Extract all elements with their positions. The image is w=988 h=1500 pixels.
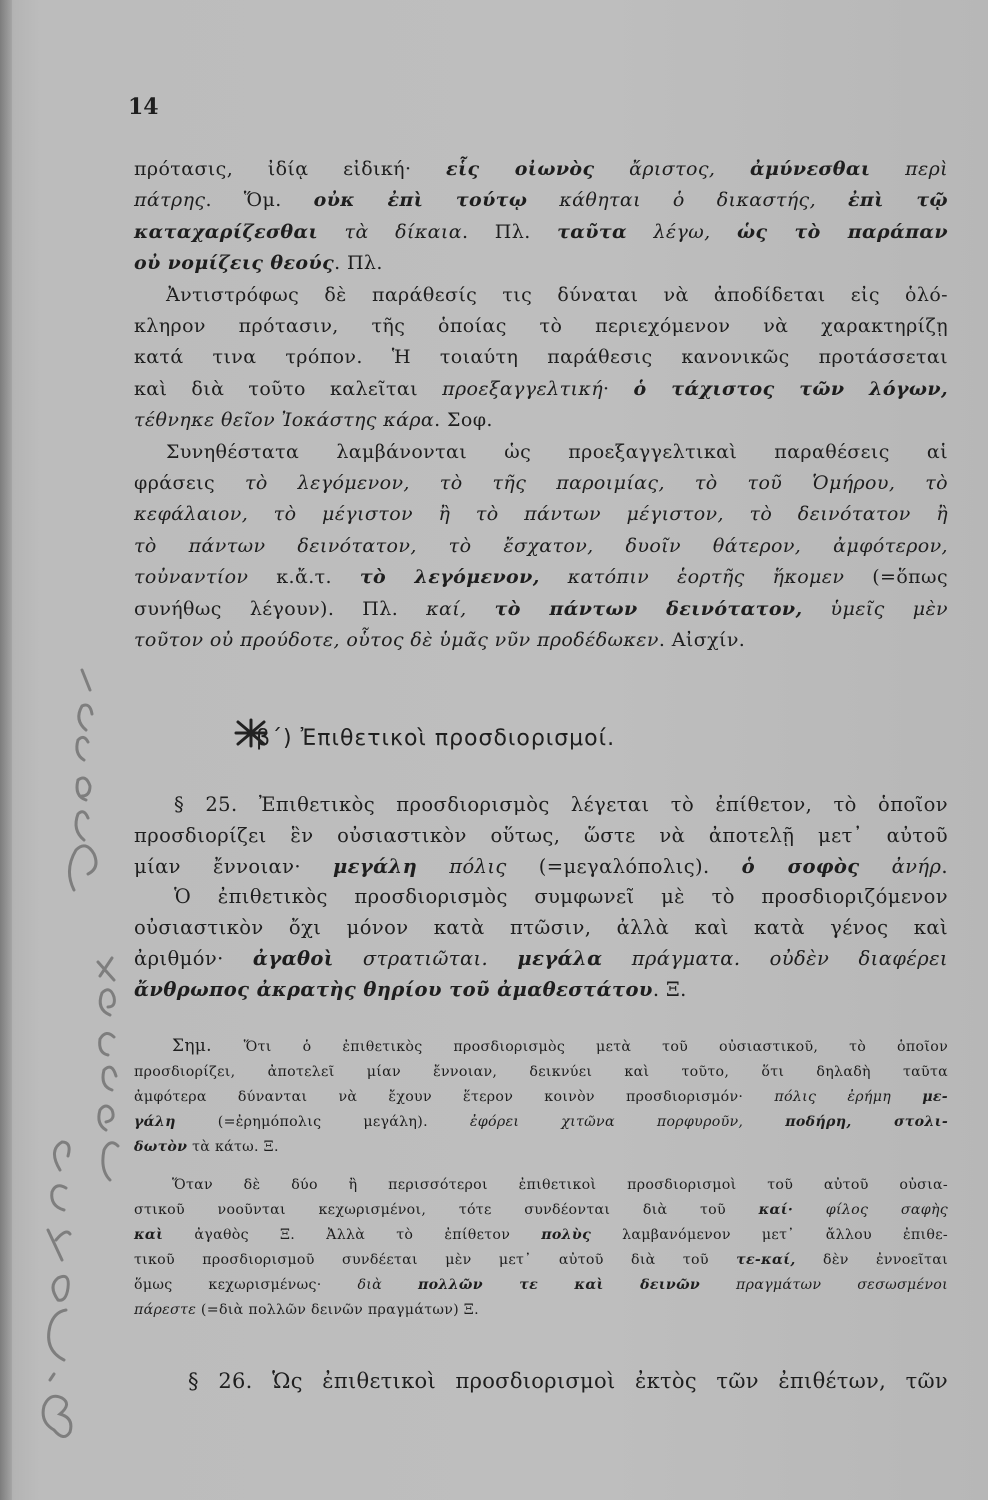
text-run: Σημ. xyxy=(172,1036,244,1056)
star-stamp-icon xyxy=(234,718,268,748)
text-line xyxy=(134,468,948,499)
text-run: μεγάλη xyxy=(332,854,418,878)
text-run: ὁ τάχιστος τῶν λόγων, xyxy=(633,377,948,400)
text-run: τὰ δίκαια xyxy=(318,220,462,243)
text-run: ὑμεῖς μὲν xyxy=(802,597,949,620)
text-line xyxy=(134,217,948,248)
note-1 xyxy=(134,1034,948,1160)
text-line xyxy=(134,594,948,625)
text-run: ὁ σοφὸς xyxy=(741,854,860,878)
main-text xyxy=(134,154,948,657)
text-line xyxy=(134,1298,948,1323)
text-line xyxy=(134,248,948,279)
text-run: πράγματα. οὐδὲν διαφέρει xyxy=(602,946,948,970)
text-run: . Σοφ. xyxy=(434,409,493,432)
text-line xyxy=(134,625,948,656)
text-run: προσδιορίζει ἓν οὐσιαστικὸν οὕτως, ὥστε νὰ ἀποτελῇ μετ᾽ αὐτοῦ xyxy=(134,823,948,847)
text-run: Ἰοκάστης κάρα xyxy=(275,409,435,432)
text-run: περὶ xyxy=(870,158,949,180)
text-run: καταχαρίζεσθαι xyxy=(134,220,319,243)
text-run: εἷς οἰωνὸς xyxy=(446,158,595,180)
text-run: προεξαγγελτική xyxy=(442,377,604,400)
text-line xyxy=(134,1173,948,1198)
text-line xyxy=(134,882,948,913)
text-run: . Πλ. xyxy=(461,220,558,243)
text-line xyxy=(134,374,948,405)
text-line xyxy=(134,790,948,821)
text-line xyxy=(134,1198,948,1223)
text-run: πάτρης xyxy=(134,189,206,212)
text-run: πόλις ἐρήμη xyxy=(774,1089,923,1105)
text-line xyxy=(134,437,948,468)
text-run: πολλῶν τε καὶ δεινῶν xyxy=(417,1277,701,1293)
page-number: 14 xyxy=(128,94,159,120)
text-line xyxy=(134,1366,948,1397)
text-run: κ.ἄ.τ. xyxy=(248,566,360,589)
text-run: ἄνθρωπος ἀκρατὴς θηρίου τοῦ ἀμαθεστάτου xyxy=(134,977,653,1001)
text-run: ἐπὶ τῷ xyxy=(847,189,948,212)
text-run: προσδιορίζει, ἀποτελεῖ μίαν ἔννοιαν, δεικνύει καὶ τοῦτο, ὅτι δηλαδὴ ταῦτα xyxy=(134,1064,948,1080)
section-26 xyxy=(134,1366,948,1397)
text-run: πάρεστε xyxy=(134,1302,197,1318)
text-run: καὶ xyxy=(134,1227,164,1243)
text-run: . Ὅμ. xyxy=(205,189,314,212)
text-run: (=διὰ πολλῶν δεινῶν πραγμάτων) Ξ. xyxy=(196,1302,479,1318)
text-run: ἀριθμόν· xyxy=(134,946,253,970)
text-run: τὸ λεγόμενον, xyxy=(359,566,540,589)
text-line xyxy=(134,852,948,883)
text-line xyxy=(134,154,948,185)
text-run: ὡς τὸ παράπαν xyxy=(737,220,948,243)
text-line xyxy=(134,944,948,975)
paragraph-1 xyxy=(134,154,948,280)
text-line xyxy=(134,280,948,311)
text-run: § 25. Ἐπιθετικὸς προσδιορισμὸς λέγεται τὸ ἐπίθετον, τὸ ὁποῖον xyxy=(174,793,948,816)
text-run: (=μεγαλόπολις). xyxy=(506,854,742,878)
text-run: ἀμύνεσθαι xyxy=(749,158,871,180)
text-run: τε-καί, xyxy=(736,1252,796,1268)
text-line xyxy=(134,499,948,530)
text-line xyxy=(134,531,948,562)
text-run: . xyxy=(941,854,948,878)
text-run: καί, xyxy=(426,597,495,620)
text-line xyxy=(134,1085,948,1110)
paragraph-2 xyxy=(134,280,948,437)
text-line xyxy=(134,1034,948,1060)
note-2 xyxy=(134,1173,948,1323)
paragraph-3 xyxy=(134,437,948,657)
text-run: (=ὅπως xyxy=(844,566,948,589)
text-line xyxy=(134,1273,948,1298)
text-run: τὸ πάντων δεινότατον, τὸ ἔσχατον, δυοῖν θάτερον, ἀμφότερον, xyxy=(134,534,948,557)
text-run: μεγάλα xyxy=(517,946,603,970)
text-run: κατόπιν ἑορτῆς ἥκομεν xyxy=(539,566,845,589)
text-run: δὲν ἐννοεῖται xyxy=(795,1252,948,1268)
margin-pencil-handwriting xyxy=(14,660,134,1460)
text-run: τὸ πάντων δεινότατον, xyxy=(494,597,803,620)
text-run: Ὅτι ὁ ἐπιθετικὸς προσδιορισμὸς μετὰ τοῦ οὐσιαστικοῦ, τὸ ὁποῖον xyxy=(243,1039,948,1055)
text-run: λέγω, xyxy=(627,220,738,243)
text-run: Συνηθέστατα λαμβάνονται ὡς προεξαγγελτικαὶ παραθέσεις αἱ xyxy=(166,440,948,463)
section-25 xyxy=(134,790,948,1006)
text-run: διὰ xyxy=(357,1277,418,1293)
text-run: ἐφόρει χιτῶνα πορφυροῦν, xyxy=(469,1114,786,1130)
text-run: συνήθως λέγουν). Πλ. xyxy=(134,597,427,620)
text-run: καί· xyxy=(758,1202,794,1218)
text-line xyxy=(134,1060,948,1085)
text-run: κληρον πρότασιν, τῆς ὁποίας τὸ περιεχόμενον νὰ χαρακτηρίζῃ xyxy=(134,315,948,338)
text-line xyxy=(134,405,948,436)
text-run: ταῦτα xyxy=(557,220,628,243)
text-run: φίλος σαφὴς xyxy=(793,1202,948,1218)
text-run: πόλις xyxy=(417,854,507,878)
text-run: πολὺς xyxy=(541,1227,592,1243)
text-run: § 26. Ὡς ἐπιθετικοὶ προσδιορισμοὶ ἐκτὸς τῶν ἐπιθέτων, τῶν xyxy=(188,1369,948,1393)
section-heading xyxy=(256,726,615,751)
text-line xyxy=(134,1223,948,1248)
text-run: Ἀντιστρόφως δὲ παράθεσίς τις δύναται νὰ ἀποδίδεται εἰς ὁλό- xyxy=(166,283,948,306)
text-line xyxy=(134,342,948,373)
text-run: ἀμφότερα δύνανται νὰ ἔχουν ἕτερον κοινὸν προσδιορισμόν· xyxy=(134,1089,775,1105)
text-run: τὰ κάτω. Ξ. xyxy=(187,1139,279,1155)
text-run: λαμβανόμενον μετ᾽ ἄλλου ἐπιθε- xyxy=(591,1227,949,1243)
section-25-text xyxy=(134,790,948,1006)
section-heading-text: β΄) Ἐπιθετικοὶ προσδιορισμοί. xyxy=(256,726,616,751)
text-run: κάθηται ὁ δικαστής, xyxy=(527,189,848,212)
text-run: Ὁ ἐπιθετικὸς προσδιορισμὸς συμφωνεῖ μὲ τὸ προσδιοριζόμενον xyxy=(174,885,948,909)
text-run: ἀγαθὸς Ξ. Ἀλλὰ τὸ ἐπίθετον xyxy=(163,1227,542,1243)
text-run: τέθνηκε θεῖον xyxy=(134,409,276,432)
text-run: ὅμως κεχωρισμένως· xyxy=(134,1277,358,1293)
text-run: . Αἰσχίν. xyxy=(658,629,746,652)
text-run: Ὅταν δὲ δύο ἢ περισσότεροι ἐπιθετικοὶ προσδιορισμοὶ τοῦ αὐτοῦ οὐσια- xyxy=(172,1177,948,1193)
text-run: γάλη xyxy=(134,1114,176,1130)
text-run: πρότασις, ἰδίᾳ εἰδική· xyxy=(134,158,446,180)
text-line xyxy=(134,1110,948,1135)
section-26-text xyxy=(134,1366,948,1397)
text-run: στρατιῶται. xyxy=(333,946,518,970)
text-run: (=ἐρημόπολις μεγάλη). xyxy=(175,1114,470,1130)
text-run: τοῦτον οὐ προύδοτε, οὗτος δὲ ὑμᾶς νῦν προδέδωκεν xyxy=(134,629,659,652)
text-line xyxy=(134,311,948,342)
text-line xyxy=(134,562,948,593)
text-run: με- xyxy=(922,1089,948,1105)
text-run: τὸ λεγόμενον, τὸ τῆς παροιμίας, τὸ τοῦ Ὁμήρου, τὸ xyxy=(244,472,948,495)
text-run: ποδήρη, στολι- xyxy=(785,1114,949,1130)
text-line xyxy=(134,185,948,216)
text-run: οὐσιαστικὸν ὄχι μόνον κατὰ πτῶσιν, ἀλλὰ καὶ κατὰ γένος καὶ xyxy=(134,916,948,940)
text-run: καὶ διὰ τοῦτο καλεῖται xyxy=(134,377,443,400)
text-run: τοὐναντίον xyxy=(134,566,249,589)
text-run: μίαν ἔννοιαν· xyxy=(134,854,333,878)
text-run: τικοῦ προσδιορισμοῦ συνδέεται μὲν μετ᾽ αὐτοῦ διὰ τοῦ xyxy=(134,1252,737,1268)
text-run: φράσεις xyxy=(134,472,245,495)
page-edge xyxy=(0,0,12,1500)
text-line xyxy=(134,1135,948,1160)
text-run: ἄριστος, xyxy=(594,158,750,180)
text-line xyxy=(134,975,948,1006)
text-line xyxy=(134,821,948,852)
text-run: · xyxy=(603,377,634,400)
text-line xyxy=(134,913,948,944)
text-run: πραγμάτων σεσωσμένοι xyxy=(700,1277,948,1293)
text-run: κατά τινα τρόπον. Ἡ τοιαύτη παράθεσις κανονικῶς προτάσσεται xyxy=(134,346,948,369)
text-run: . Πλ. xyxy=(334,252,383,275)
text-run: κεφάλαιον, τὸ μέγιστον ἢ τὸ πάντων μέγιστον, τὸ δεινότατον ἢ xyxy=(134,503,948,526)
text-run: οὐκ ἐπὶ τούτῳ xyxy=(313,189,528,212)
text-run: οὐ νομίζεις θεούς xyxy=(134,252,335,275)
text-line xyxy=(134,1248,948,1273)
text-run: ἀνήρ xyxy=(859,854,942,878)
text-run: ἀγαθοὶ xyxy=(252,946,334,970)
text-run: στικοῦ νοοῦνται κεχωρισμένοι, τότε συνδέονται διὰ τοῦ xyxy=(134,1202,759,1218)
note-block xyxy=(134,1034,948,1323)
text-run: δωτὸν xyxy=(134,1139,188,1155)
text-run: . Ξ. xyxy=(652,977,687,1001)
